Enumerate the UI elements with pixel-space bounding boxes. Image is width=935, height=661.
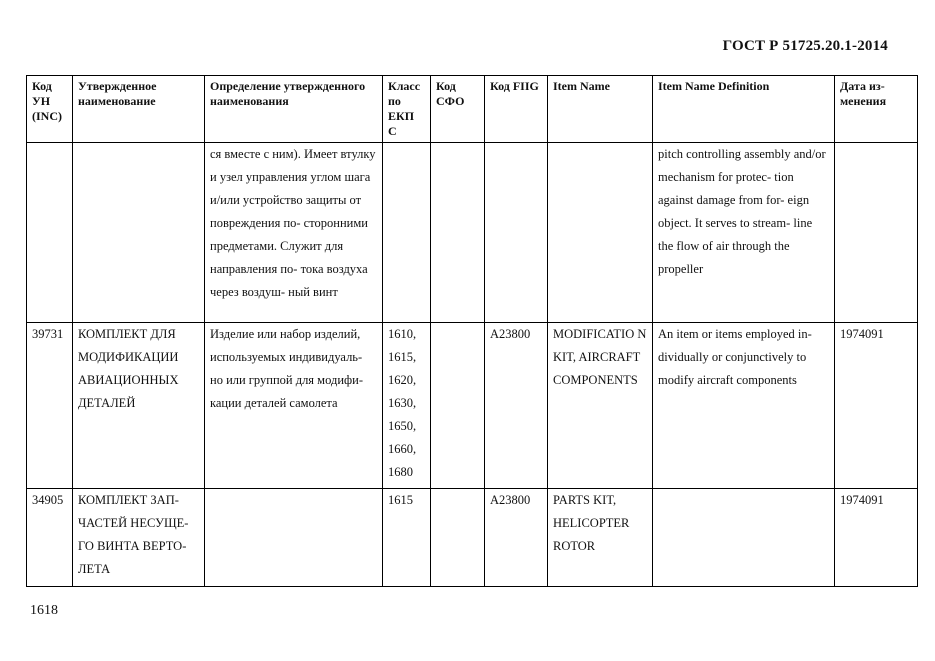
cell-sfo (431, 143, 485, 323)
cell-change-date (835, 143, 918, 323)
column-header-item-name: Item Name (548, 76, 653, 143)
column-header-class: Класс по ЕКП С (383, 76, 431, 143)
cell-inc: 39731 (27, 323, 73, 489)
cell-item-definition: pitch controlling assembly and/or mechanism for protec- tion against damage from for- eign object. It serves to stream- line the flow of air through the propeller (653, 143, 835, 323)
cell-class (383, 143, 431, 323)
column-header-item-definition: Item Name Definition (653, 76, 835, 143)
cell-item-name: MODIFICATIO N KIT, AIRCRAFT COMPONENTS (548, 323, 653, 489)
table-header-row (27, 76, 918, 143)
cell-item-definition: An item or items employed in- dividually or conjunctively to modify aircraft components (653, 323, 835, 489)
cell-change-date: 1974091 (835, 323, 918, 489)
cell-definition: ся вместе с ним). Имеет втулку и узел управления углом шага и/или устройство защиты от повреждения по- сторонними предметами. Служит для направления по- тока воздуха через воздуш- ный винт (205, 143, 383, 323)
column-header-inc: Код УН (INC) (27, 76, 73, 143)
column-header-approved-name: Утвержденное наименование (73, 76, 205, 143)
table-row (27, 143, 918, 323)
table-row (27, 323, 918, 489)
cell-sfo (431, 323, 485, 489)
cell-inc (27, 143, 73, 323)
table-row (27, 489, 918, 587)
catalog-table (26, 75, 918, 587)
document-standard-number: ГОСТ Р 51725.20.1-2014 (722, 38, 888, 54)
cell-inc: 34905 (27, 489, 73, 587)
cell-change-date: 1974091 (835, 489, 918, 587)
cell-fiig: A23800 (485, 489, 548, 587)
cell-class: 1610, 1615, 1620, 1630, 1650, 1660, 1680 (383, 323, 431, 489)
cell-definition: Изделие или набор изделий, используемых индивидуаль- но или группой для модифи- кации деталей самолета (205, 323, 383, 489)
cell-class: 1615 (383, 489, 431, 587)
cell-definition (205, 489, 383, 587)
cell-fiig (485, 143, 548, 323)
column-header-fiig: Код FIIG (485, 76, 548, 143)
cell-item-definition (653, 489, 835, 587)
cell-item-name (548, 143, 653, 323)
cell-sfo (431, 489, 485, 587)
cell-approved-name: КОМПЛЕКТ ДЛЯ МОДИФИКАЦИИ АВИАЦИОННЫХ ДЕТАЛЕЙ (73, 323, 205, 489)
cell-fiig: A23800 (485, 323, 548, 489)
cell-item-name: PARTS KIT, HELICOPTER ROTOR (548, 489, 653, 587)
column-header-change-date: Дата из- менения (835, 76, 918, 143)
column-header-sfo: Код СФО (431, 76, 485, 143)
cell-approved-name: КОМПЛЕКТ ЗАП- ЧАСТЕЙ НЕСУЩЕ- ГО ВИНТА ВЕРТО- ЛЕТА (73, 489, 205, 587)
page-number: 1618 (30, 603, 58, 618)
column-header-definition: Определение утвержденного наименования (205, 76, 383, 143)
cell-approved-name (73, 143, 205, 323)
